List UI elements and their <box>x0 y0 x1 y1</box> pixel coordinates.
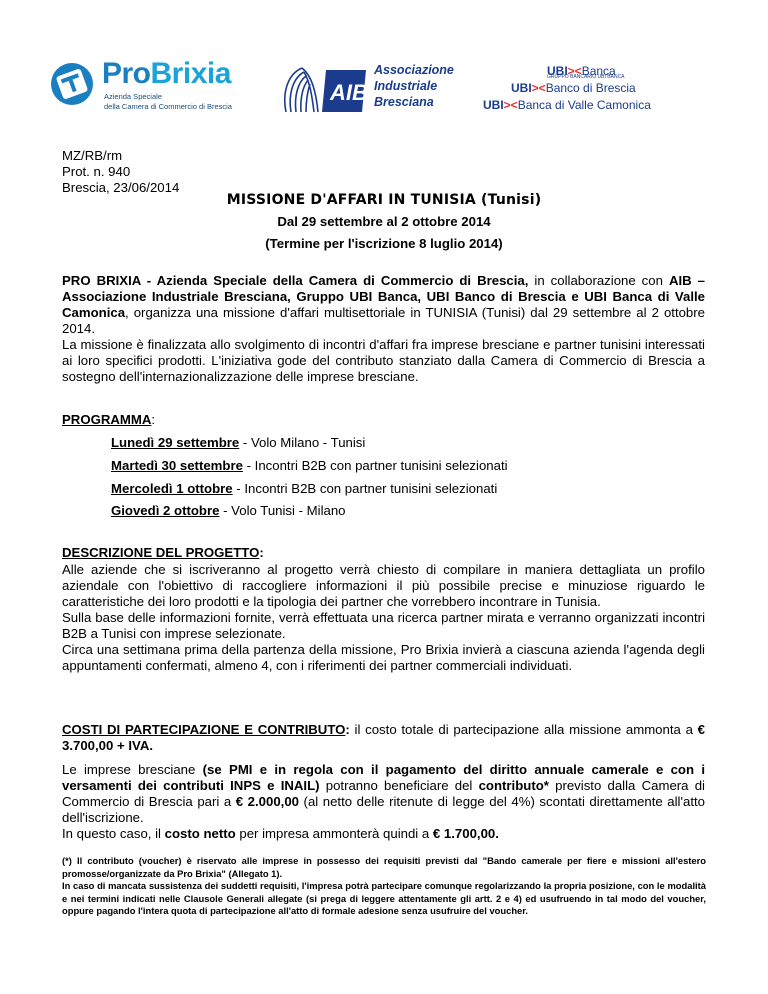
ubi-arrow-icon: >< <box>503 98 518 112</box>
mission-dates: Dal 29 settembre al 2 ottobre 2014 <box>277 214 491 229</box>
aib-wordmark: Associazione Industriale Bresciana <box>374 63 454 109</box>
letter-date: Brescia, 23/06/2014 <box>62 180 180 195</box>
intro-paragraph: PRO BRIXIA - Azienda Speciale della Camera di Commercio di Brescia, in collaborazione con AIB – Associazione Industriale Bresciana, Gruppo UBI Banca, UBI Banco di Brescia e UBI Banca di Valle Camonica, organizza una missione d'affari multisettoriale in TUNISIA (Tunisi) dal 29 settembre al 2 ottobre 2014. <box>62 273 705 336</box>
programma-item: Giovedì 2 ottobre - Volo Tunisi - Milano <box>111 503 346 518</box>
descrizione-heading: DESCRIZIONE DEL PROGETTO: <box>62 545 264 560</box>
svg-text:AIB: AIB <box>330 80 368 105</box>
costi-paragraph: COSTI DI PARTECIPAZIONE E CONTRIBUTO: il costo totale di partecipazione alla missione ammonta a € 3.700,00 + IVA. <box>62 722 705 753</box>
mission-purpose-paragraph: La missione è finalizzata allo svolgimento di incontri d'affari fra imprese bresciane e partner tunisini interessati ai loro specifici prodotti. L'iniziativa gode del contributo stanziato dalla Camera di Commercio di Brescia a sostegno dell'internazionalizzazione delle imprese bresciane. <box>62 337 705 384</box>
probrixia-mark-icon <box>50 62 94 106</box>
document-title: MISSIONE D'AFFARI IN TUNISIA (Tunisi) <box>226 192 542 208</box>
ubi-logos <box>483 62 703 112</box>
contributo-paragraph: Le imprese bresciane (se PMI e in regola con il pagamento del diritto annuale camerale e con i versamenti dei contributi INPS e INAIL) potranno beneficiare del contributo* previsto dalla Camera di Commercio di Brescia pari a € 2.000,00 (al netto delle ritenute di legge del 4%) scontati direttamente all'atto dell'iscrizione. In questo caso, il costo netto per impresa ammonterà quindi a € 1.700,00. <box>62 762 705 841</box>
probrixia-subtitle: Azienda Speciale della Camera di Commercio di Brescia <box>104 92 232 111</box>
ubi-valle-camonica-logo: UBI><Banca di Valle Camonica <box>483 98 651 112</box>
probrixia-wordmark: ProBrixia <box>102 57 231 90</box>
footnote: (*) Il contributo (voucher) è riservato alle imprese in possesso dei requisiti previsti dal "Bando camerale per fiere e missioni all'estero promosse/organizzate da Pro Brixia" (Allegato 1). In caso di mancata sussistenza dei suddetti requisiti, l'impresa potrà partecipare comunque regolarizzando la propria posizione, con le modalità e nei termini indicati nelle Clausole Generali allegate (si prega di leggere attentamente gli artt. 2 e 4) ed usufruendo in tal modo del voucher, oppure pagando l'intera quota di partecipazione all'atto di formale adesione senza usufruire del voucher. <box>62 855 706 916</box>
programma-item: Lunedì 29 settembre - Volo Milano - Tunisi <box>111 435 366 450</box>
programma-item: Mercoledì 1 ottobre - Incontri B2B con partner tunisini selezionati <box>111 481 498 496</box>
reference-block <box>62 148 179 196</box>
ubi-banco-brescia-logo: UBI><Banco di Brescia <box>511 81 636 95</box>
reference-code: MZ/RB/rm <box>62 148 123 163</box>
aib-logo <box>278 62 463 116</box>
probrixia-logo <box>50 58 260 114</box>
ubi-arrow-icon: >< <box>531 81 546 95</box>
descrizione-paragraph: Alle aziende che si iscriveranno al progetto verrà chiesto di compilare in maniera dettagliata un profilo aziendale con l'obiettivo di raccogliere informazioni il più possibile precise e minuziose riguardo le caratteristiche dei loro prodotti e la tipologia dei partner che vorrebbero incontrare in Tunisia. Sulla base delle informazioni fornite, verrà effettuata una ricerca partner mirata e verranno organizzati incontri B2B a Tunisi con imprese selezionate. Circa una settimana prima della partenza della missione, Pro Brixia invierà a ciascuna azienda l'agenda degli appuntamenti confermati, almeno 4, con i riferimenti dei partner commerciali individuati. <box>62 562 705 673</box>
ubi-group-caption: GRUPPO BANCARIO UBI BANCA <box>547 74 625 80</box>
ubi-arrow-icon: >< <box>567 64 582 78</box>
programma-item: Martedì 30 settembre - Incontri B2B con partner tunisini selezionati <box>111 458 508 473</box>
registration-deadline: (Termine per l'iscrizione 8 luglio 2014) <box>265 236 503 251</box>
protocol-number: Prot. n. 940 <box>62 164 131 179</box>
programma-heading: PROGRAMMA: <box>62 412 156 427</box>
ubi-banca-logo: UBI><Banca <box>547 64 616 78</box>
aib-emblem-icon <box>278 62 370 116</box>
